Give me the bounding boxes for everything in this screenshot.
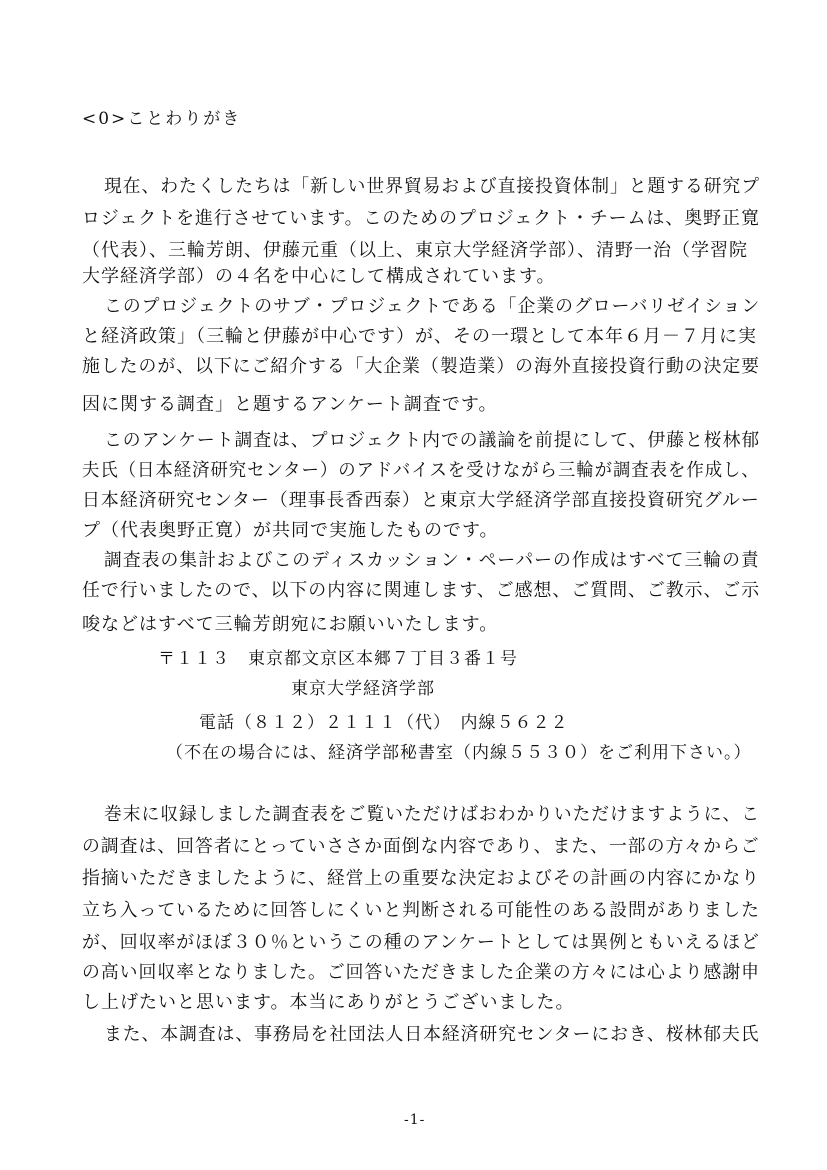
- phone-number: 電話（８１２）２１１１（代） 内線５６２２: [199, 713, 569, 733]
- paragraph-line: 巻末に収録しました調査表をご覧いただけばおわかりいただけますように、こ: [104, 804, 760, 825]
- paragraph-line: （代表）、三輪芳朗、伊藤元重（以上、東京大学経済学部）、清野一治（学習院: [82, 240, 748, 261]
- paragraph-line: 指摘いただきましたように、経営上の重要な決定およびその計画の内容にかなり: [82, 868, 760, 889]
- paragraph-line: 任で行いましたので、以下の内容に関連します、ご感想、ご質問、ご教示、ご示: [82, 580, 761, 601]
- postal-address: 〒１１３ 東京都文京区本郷７丁目３番１号: [158, 649, 518, 669]
- paragraph-line: 大学経済学部）の４名を中心にして構成されています。: [82, 266, 556, 287]
- paragraph-line: 立ち入っているために回答しにくいと判断される可能性のある設問がありました: [82, 900, 760, 921]
- paragraph-line: 因に関する調査」と題するアンケート調査です。: [82, 394, 498, 415]
- paragraph-line: プ（代表奥野正寛）が共同で実施したものです。: [82, 520, 499, 541]
- paragraph-line: ロジェクトを進行させています。このためのプロジェクト・チームは、奥野正寛: [82, 208, 760, 229]
- page-number: -1-: [404, 1112, 426, 1128]
- section-heading: <0>ことわりがき: [82, 109, 242, 129]
- paragraph-line: し上げたいと思います。本当にありがとうございました。: [82, 992, 575, 1013]
- paragraph-line: 夫氏（日本経済研究センター）のアドバイスを受けながら三輪が調査表を作成し、: [82, 460, 760, 481]
- paragraph-line: が、回収率がほぼ３０％というこの種のアンケートとしては異例ともいえるほど: [82, 932, 760, 953]
- paragraph-line: 調査表の集計およびこのディスカッション・ペーパーの作成はすべて三輪の責: [104, 550, 760, 571]
- paragraph-line: 日本経済研究センター（理事長香西泰）と東京大学経済学部直接投資研究グルー: [82, 490, 760, 511]
- paragraph-line: 施したのが、以下にご紹介する「大企業（製造業）の海外直接投資行動の決定要: [82, 356, 760, 377]
- paragraph-line: の調査は、回答者にとっていささか面倒な内容であり、また、一部の方々からご: [82, 836, 760, 857]
- paragraph-line: このプロジェクトのサブ・プロジェクトである「企業のグローバリゼイション: [104, 296, 761, 317]
- paragraph-line: の高い回収率となりました。ご回答いただきました企業の方々には心より感謝申: [82, 962, 760, 983]
- organization-name: 東京大学経済学部: [291, 679, 435, 699]
- paragraph-line: 唆などはすべて三輪芳朗宛にお願いいたします。: [82, 614, 499, 635]
- paragraph-line: このアンケート調査は、プロジェクト内での議論を前提にして、伊藤と桜林郁: [104, 430, 761, 451]
- contact-note: （不在の場合には、経済学部秘書室（内線５５３０）をご利用下さい。）: [166, 743, 752, 763]
- paragraph-line: と経済政策」（三輪と伊藤が中心です）が、その一環として本年６月－７月に実: [82, 326, 757, 347]
- paragraph-line: 現在、わたくしたちは「新しい世界貿易および直接投資体制」と題する研究プ: [104, 176, 760, 197]
- paragraph-line: また、本調査は、事務局を社団法人日本経済研究センターにおき、桜林郁夫氏: [104, 1024, 760, 1045]
